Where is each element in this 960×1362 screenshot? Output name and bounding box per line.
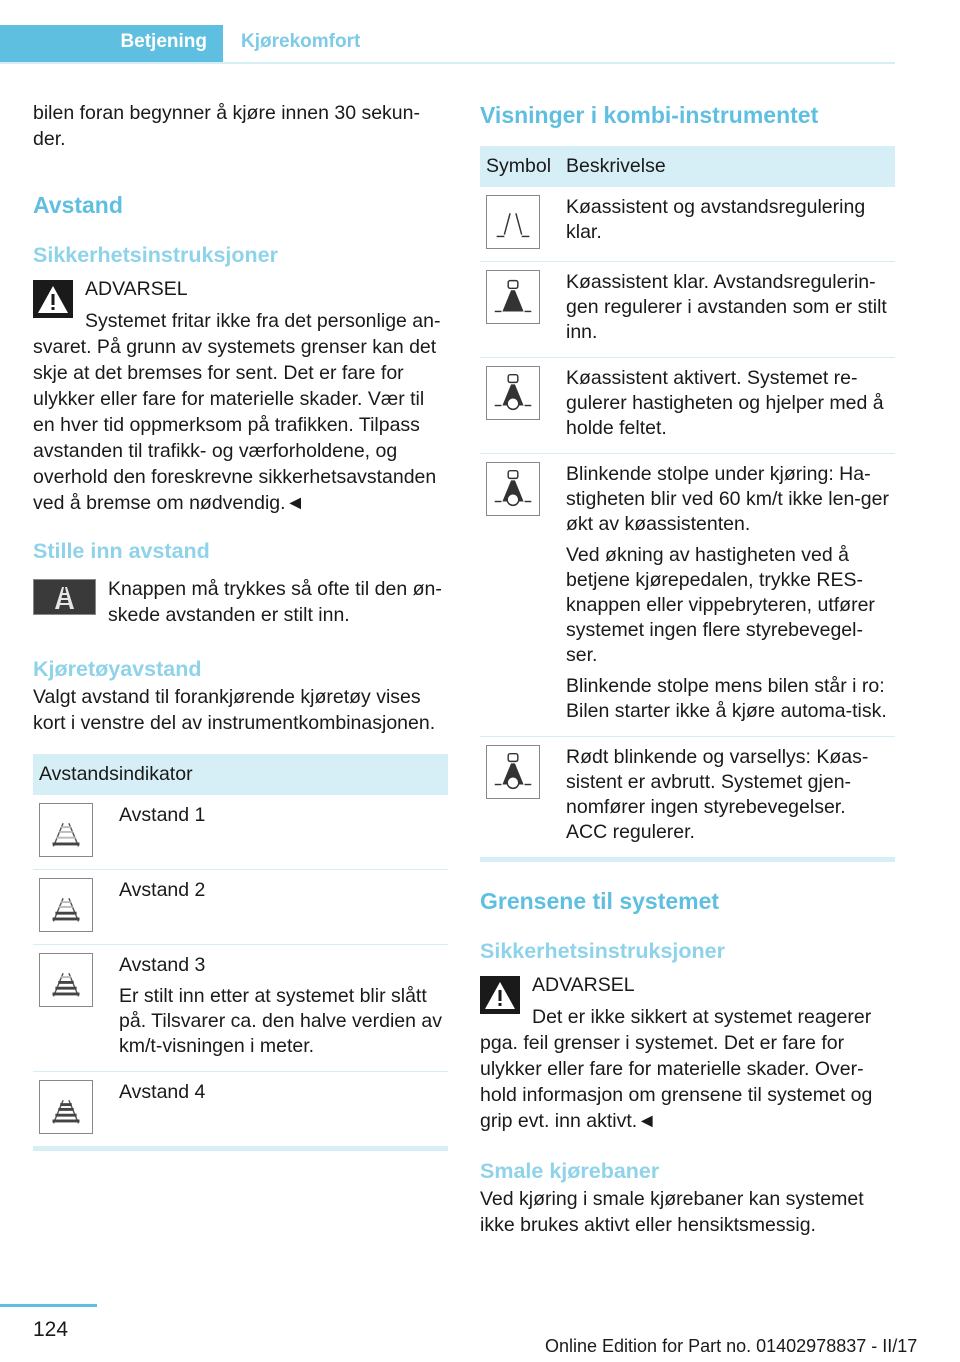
- table-row: [480, 262, 895, 358]
- left-column: [33, 100, 448, 1151]
- page-number: 124: [33, 1318, 69, 1341]
- warning-title-2: ADVARSEL: [532, 974, 635, 996]
- symbol-row-2-text: Køassistent klar. Avstandsregulerin-gen regulerer i avstanden som er stilt inn.: [560, 262, 895, 358]
- assistant-blink-icon: [486, 462, 540, 516]
- distance-1-text: Avstand 1: [113, 795, 448, 870]
- tab-betjening-label: Betjening: [120, 31, 207, 52]
- assistant-active-icon: [486, 366, 540, 420]
- heading-kjoretoy: Kjøretøyavstand: [33, 657, 202, 681]
- header-tabs: [0, 25, 895, 64]
- table-end-bar: [33, 1146, 448, 1151]
- symbol-row-1-text: Køassistent og avstandsregulering klar.: [560, 187, 895, 262]
- distance-2-text: Avstand 2: [113, 870, 448, 945]
- col-desc: Beskrivelse: [560, 146, 895, 187]
- smale-text: Ved kjøring i smale kjørebaner kan systemet ikke brukes aktivt eller hensiktsmessig.: [480, 1188, 864, 1236]
- symbol-row-4-p3: Blinkende stolpe mens bilen står i ro: Bilen starter ikke å kjøre automa-tisk.: [566, 675, 887, 722]
- assistant-ready-icon: [486, 270, 540, 324]
- table-row: [480, 358, 895, 454]
- warning-icon: [33, 280, 73, 318]
- distance-table: [33, 754, 448, 1146]
- heading-avstand: Avstand: [33, 192, 123, 218]
- heading-grensene: Grensene til systemet: [480, 888, 720, 914]
- distance-3-icon: [39, 953, 93, 1007]
- symbol-table-end-bar: [480, 857, 895, 862]
- col-symbol: Symbol: [480, 146, 560, 187]
- heading-safety-2: Sikkerhetsinstruksjoner: [480, 939, 725, 963]
- warning-block-2: [480, 972, 895, 1134]
- tab-kjorekomfort[interactable]: Kjørekomfort: [241, 31, 361, 52]
- distance-button-icon: [33, 579, 96, 615]
- heading-visninger: Visninger i kombi-instrumentet: [480, 102, 819, 128]
- stille-block: [33, 576, 448, 628]
- table-row: [480, 187, 895, 262]
- table-row: [33, 795, 448, 870]
- distance-1-icon: [39, 803, 93, 857]
- table-row: [480, 737, 895, 858]
- table-row: [33, 945, 448, 1072]
- table-row: [480, 454, 895, 737]
- warning-text-2: Det er ikke sikkert at systemet reagerer pga. feil grenser i systemet. Det er fare for ulykker eller fare for materielle skader. Over-hold informasjon om grensene til systemet og grip evt. inn aktivt.◄: [480, 1006, 873, 1132]
- stille-text: Knappen må trykkes så ofte til den øn-skede avstanden er stilt inn.: [108, 578, 442, 626]
- warning-block: [33, 276, 448, 516]
- symbol-row-4-p2: Ved økning av hastigheten ved å betjene kjørepedalen, trykke RES-knappen eller vippebryteren, utfører systemet ingen flere styrebevegel-ser.: [566, 544, 875, 666]
- tab-betjening[interactable]: [0, 25, 223, 62]
- table-row: [33, 870, 448, 945]
- lane-ready-icon: [486, 195, 540, 249]
- warning-title: ADVARSEL: [85, 278, 188, 300]
- edition-text: Online Edition for Part no. 01402978837 - II/17: [545, 1336, 918, 1356]
- heading-smale: Smale kjørebaner: [480, 1159, 660, 1183]
- kjoretoy-text: Valgt avstand til forankjørende kjøretøy vises kort i venstre del av instrumentkombinasjonen.: [33, 686, 436, 734]
- symbol-row-3-text: Køassistent aktivert. Systemet re-gulerer hastigheten og hjelper med å holde feltet.: [560, 358, 895, 454]
- distance-4-icon: [39, 1080, 93, 1134]
- symbol-table: [480, 146, 895, 857]
- symbol-row-5-text: Rødt blinkende og varsellys: Køas-sistent er avbrutt. Systemet gjen-nomfører ingen styrebevegelser. ACC regulerer.: [566, 746, 869, 843]
- symbol-row-4-text: Blinkende stolpe under kjøring: Ha-stigheten blir ved 60 km/t ikke len-ger økt av køassistenten.: [566, 463, 889, 535]
- distance-3-text: Avstand 3: [119, 954, 206, 976]
- distance-table-header: Avstandsindikator: [33, 754, 448, 795]
- table-row: [33, 1072, 448, 1147]
- warning-text: Systemet fritar ikke fra det personlige an-svaret. På grunn av systemets grenser kan det skje at det bremses for sent. Det er fare for ulykker eller fare for materielle skader. Vær til en hver tid oppmerksom på trafikken. Tilpass avstanden til trafikk- og værforholdene, og overhold den foreskrevne sikkerhetsavstanden ved å bremse om nødvendig.◄: [33, 310, 441, 514]
- distance-2-icon: [39, 878, 93, 932]
- intro-text: bilen foran begynner å kjøre innen 30 sekun-der.: [33, 102, 420, 150]
- distance-3-extra: Er stilt inn etter at systemet blir slått på. Tilsvarer ca. den halve verdien av km/t-visningen i meter.: [119, 985, 443, 1057]
- symbol-row-4-cell: [560, 454, 895, 737]
- distance-3-cell: [113, 945, 448, 1072]
- right-column: [480, 100, 895, 1238]
- footer-bar: [0, 1304, 97, 1307]
- distance-4-text: Avstand 4: [119, 1081, 206, 1103]
- heading-safety: Sikkerhetsinstruksjoner: [33, 243, 278, 267]
- heading-stille: Stille inn avstand: [33, 539, 210, 563]
- warning-icon: [480, 976, 520, 1014]
- assistant-red-icon: [486, 745, 540, 799]
